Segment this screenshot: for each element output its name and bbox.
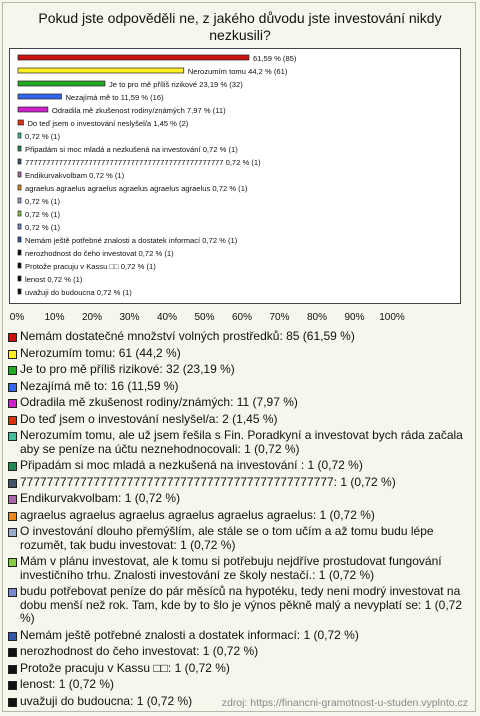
x-tick-label: 0% [9,312,25,323]
bar-label-12: 0,72 % (1) [25,210,61,219]
x-tick-label: 10% [44,312,65,323]
legend-item [8,645,470,659]
bar-15 [18,250,21,255]
legend-text: agraelus agraelus agraelus agraelus agraelus agraelus: 1 (0,72 %) [20,507,375,522]
legend-swatch [8,383,17,392]
bar-10 [18,185,21,190]
legend-text: Nerozumím tomu: 61 (44,2 %) [20,345,181,360]
legend-text: Do teď jsem o investování neslyšel/a: 2 (1,45 %) [20,411,278,426]
legend-item [8,629,470,643]
bar-label-7: Připadám si moc mladá a nezkušená na investování 0,72 % (1) [25,145,238,154]
legend-text: budu potřebovat peníze do pár měsíců na hypotéku, tedy neni modrý investovat na dobu menší než rok. Tam, kde by to šlo je výnos pěkně malý a nevyplatí se: 1 (0,72 %) [20,584,463,625]
bar-13 [18,224,21,229]
legend-text: Nemám ještě potřebné znalosti a dostatek informací: 1 (0,72 %) [20,627,359,642]
bar-label-11: 0,72 % (1) [25,197,61,206]
bar-label-6: 0,72 % (1) [25,132,61,141]
legend-item [8,585,470,626]
legend-item [8,555,470,582]
bar-7 [18,146,21,151]
legend-swatch [8,698,17,707]
legend-item [8,662,470,676]
bar-4 [18,107,48,112]
legend-item [8,525,470,552]
bar-9 [18,172,21,177]
legend-text: lenost: 1 (0,72 %) [20,677,115,691]
bar-label-4: Odradila mě zkušenost rodiny/známých 7,97 % (11) [51,106,226,115]
bar-label-17: lenost 0,72 % (1) [25,275,83,284]
bar-label-3: Nezajímá mě to 11,59 % (16) [65,93,164,102]
legend-text: nerozhodnost do čeho investovat: 1 (0,72 %) [20,644,259,658]
bar-label-16: Protože pracuju v Kassu □□ 0,72 % (1) [25,262,156,271]
legend-item [8,459,470,473]
bar-2 [18,81,105,86]
bar-14 [18,237,21,242]
x-tick-label: 100% [379,312,405,323]
legend-text: O investování dlouho přemýšlím, ale stále se o tom učím a až tomu budu lépe rozumět, tak budu investovat: 1 (0,72 %) [20,524,434,552]
legend-text: Je to pro mě příliš rizikové: 32 (23,19 %) [20,362,235,376]
legend-swatch [8,432,17,441]
legend-swatch [8,462,17,471]
bar-chart-svg [10,49,462,305]
legend-swatch [8,648,17,657]
legend-swatch [8,495,17,504]
bar-8 [18,159,21,164]
x-tick-label: 30% [119,312,140,323]
bar-5 [18,120,23,125]
bar-label-2: Je to pro mě příliš rizikové 23,19 % (32) [108,80,243,89]
legend-text: Endikurvakvolbam: 1 (0,72 %) [20,491,181,505]
legend-swatch [8,632,17,641]
legend-item [8,380,470,394]
bar-label-18: uvažuji do budoucna 0,72 % (1) [25,288,132,297]
source-note: zdroj: https://financni-gramotnost-u-studen.vyplnto.cz [221,697,468,709]
x-tick-label: 90% [344,312,365,323]
legend-text: Připadám si moc mladá a nezkušená na investování : 1 (0,72 %) [20,458,363,472]
legend [8,330,470,711]
legend-item [8,509,470,523]
legend-swatch [8,512,17,521]
legend-text: Protože pracuju v Kassu □□: 1 (0,72 %) [20,660,230,675]
legend-text: 77777777777777777777777777777777777777777777777: 1 (0,72 %) [20,474,396,489]
legend-text: Odradila mě zkušenost rodiny/známých: 11 (7,97 %) [20,395,298,409]
chart-title: Pokud jste odpověděli ne, z jakého důvodu jste investování nikdy nezkusili? [38,10,442,43]
x-tick-label: 20% [81,312,103,323]
bar-3 [18,94,61,99]
bar-0 [18,55,249,60]
legend-item [8,413,470,427]
legend-swatch [8,681,17,690]
legend-item [8,396,470,410]
legend-swatch [8,416,17,425]
bar-12 [18,211,21,216]
legend-item [8,678,470,692]
plot-area [9,48,461,304]
bar-16 [18,263,21,268]
bar-1 [18,68,184,73]
legend-text: Nerozumím tomu, ale už jsem řešila s Fin. Poradkyní a investovat bych ráda začala aby se peníze na účtu neznehodnocovali: 1 (0,72 %) [20,428,463,456]
legend-text: Nemám dostatečné množství volných prostředků: 85 (61,59 %) [20,329,355,343]
legend-item [8,492,470,506]
legend-item [8,476,470,490]
bar-label-14: Nemám ještě potřebné znalosti a dostatek informací 0,72 % (1) [25,236,238,245]
bar-label-8: 77777777777777777777777777777777777777777777777 0,72 % (1) [25,158,261,167]
bar-6 [18,133,21,138]
legend-swatch [8,588,17,597]
legend-swatch [8,333,17,342]
x-tick-label: 50% [194,312,215,323]
legend-swatch [8,665,17,674]
legend-swatch [8,366,17,375]
legend-text: uvažuji do budoucna: 1 (0,72 %) [20,693,193,708]
bar-11 [18,198,21,203]
legend-swatch [8,479,17,488]
x-tick-label: 70% [269,312,290,323]
legend-item [8,429,470,456]
bar-label-10: agraelus agraelus agraelus agraelus agraelus agraelus 0,72 % (1) [25,184,248,193]
legend-item [8,363,470,377]
bar-label-0: 61,59 % (85) [252,54,297,63]
legend-swatch [8,399,17,408]
bar-label-5: Do teď jsem o investování neslyšel/a 1,45 % (2) [27,119,189,128]
bar-label-9: Endikurvakvolbam 0,72 % (1) [25,171,125,180]
x-tick-label: 40% [156,312,178,323]
legend-text: Nezajímá mě to: 16 (11,59 %) [20,378,179,393]
legend-swatch [8,528,17,537]
bar-17 [18,276,21,281]
bar-18 [18,289,21,294]
x-tick-label: 80% [306,312,328,323]
legend-item [8,330,470,344]
legend-swatch [8,558,17,567]
bar-label-13: 0,72 % (1) [25,223,61,232]
bar-label-1: Nerozumím tomu 44,2 % (61) [187,67,288,76]
x-axis-ticks [0,312,480,326]
legend-item [8,347,470,361]
legend-swatch [8,350,17,359]
bar-label-15: nerozhodnost do čeho investovat 0,72 % (1) [25,249,174,258]
x-tick-label: 60% [231,312,253,323]
legend-text: Mám v plánu investovat, ale k tomu si potřebuju nejdříve prostudovat fungování investičního trhu. Znalosti investování ze školy nestačí.: 1 (0,72 %) [20,554,442,582]
